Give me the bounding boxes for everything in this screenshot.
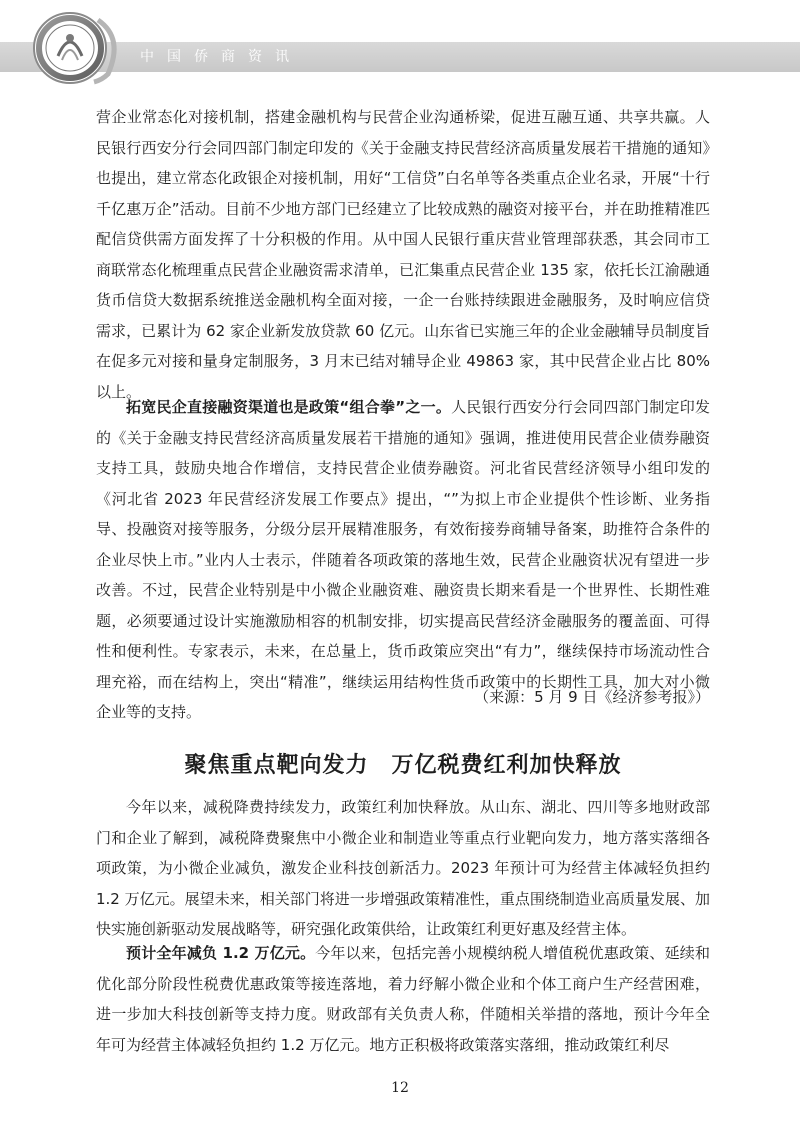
paragraph-3: 今年以来，减税降费持续发力，政策红利加快释放。从山东、湖北、四川等多地财政部门和企业了解到，减税降费聚焦中小微企业和制造业等重点行业靶向发力，地方落实落细各项政策，为小微企业减负，激发企业科技创新活力。2023 年预计可为经营主体减轻负担约 1.2 万亿元。展望未来，相关部门将进一步增强政策精准性，重点围绕制造业高质量发展、加快实施创新驱动发展战略等，研究强化政策供给，让政策红利更好惠及经营主体。 [96, 798, 710, 938]
header-title: 中国侨商资讯 [140, 49, 302, 65]
source-citation: （来源：5 月 9 日《经济参考报》） [474, 688, 710, 706]
paragraph-2-lead: 拓宽民企直接融资渠道也是政策“组合拳”之一。 [126, 398, 452, 416]
paragraph-4-text: 今年以来，包括完善小规模纳税人增值税优惠政策、延续和优化部分阶段性税费优惠政策等接连落地，着力纾解小微企业和个体工商户生产经营困难，进一步加大科技创新等支持力度。财政部有关负责人称，伴随相关举措的落地，预计今年全年可为经营主体减轻负担约 1.2 万亿元。地方正积极将政策落实落细，推动政策红利尽 [96, 944, 710, 1054]
paragraph-4-lead: 预计全年减负 1.2 万亿元。 [126, 944, 316, 962]
paragraph-2-text: 人民银行西安分行会同四部门制定印发的《关于金融支持民营经济高质量发展若干措施的通知》强调，推进使用民营企业债券融资支持工具，鼓励央地合作增信，支持民营企业债券融资。河北省民营经济领导小组印发的《河北省 2023 年民营经济发展工作要点》提出，“”为拟上市企业提供个性诊断、业务指导、投融资对接等服务，分级分层开展精准服务，有效衔接券商辅导备案，助推符合条件的企业尽快上市。”业内人士表示，伴随着各项政策的落地生效，民营企业融资状况有望进一步改善。不过，民营企业特别是中小微企业融资难、融资贵长期来看是一个世界性、长期性难题，必须要通过设计实施激励相容的机制安排，切实提高民营经济金融服务的覆盖面、可得性和便利性。专家表示，未来，在总量上，货币政策应突出“有力”，继续保持市场流动性合理充裕，而在结构上，突出“精准”，继续运用结构性货币政策中的长期性工具，加大对小微企业等的支持。 [96, 398, 710, 721]
paragraph-2 [96, 392, 710, 728]
paragraph-1: 营企业常态化对接机制，搭建金融机构与民营企业沟通桥梁，促进互融互通、共享共赢。人民银行西安分行会同四部门制定印发的《关于金融支持民营经济高质量发展若干措施的通知》也提出，建立常态化政银企对接机制，用好“工信贷”白名单等各类重点企业名录，开展“十行千亿惠万企”活动。目前不少地方部门已经建立了比较成熟的融资对接平台，并在助推精准匹配信贷供需方面发挥了十分积极的作用。从中国人民银行重庆营业管理部获悉，其会同市工商联常态化梳理重点民营企业融资需求清单，已汇集重点民营企业 135 家，依托长江渝融通货币信贷大数据系统推送金融机构全面对接，一企一台账持续跟进金融服务，及时响应信贷需求，已累计为 62 家企业新发放贷款 60 亿元。山东省已实施三年的企业金融辅导员制度旨在促多元对接和量身定制服务，3 月末已结对辅导企业 49863 家，其中民营企业占比 80% 以上。 [96, 108, 710, 401]
page-header [0, 0, 800, 100]
section-title: 聚焦重点靶向发力 万亿税费红利加快释放 [184, 753, 622, 778]
org-logo-icon [28, 8, 128, 86]
paragraph-4 [96, 938, 710, 1060]
page-number: 12 [391, 1080, 409, 1096]
